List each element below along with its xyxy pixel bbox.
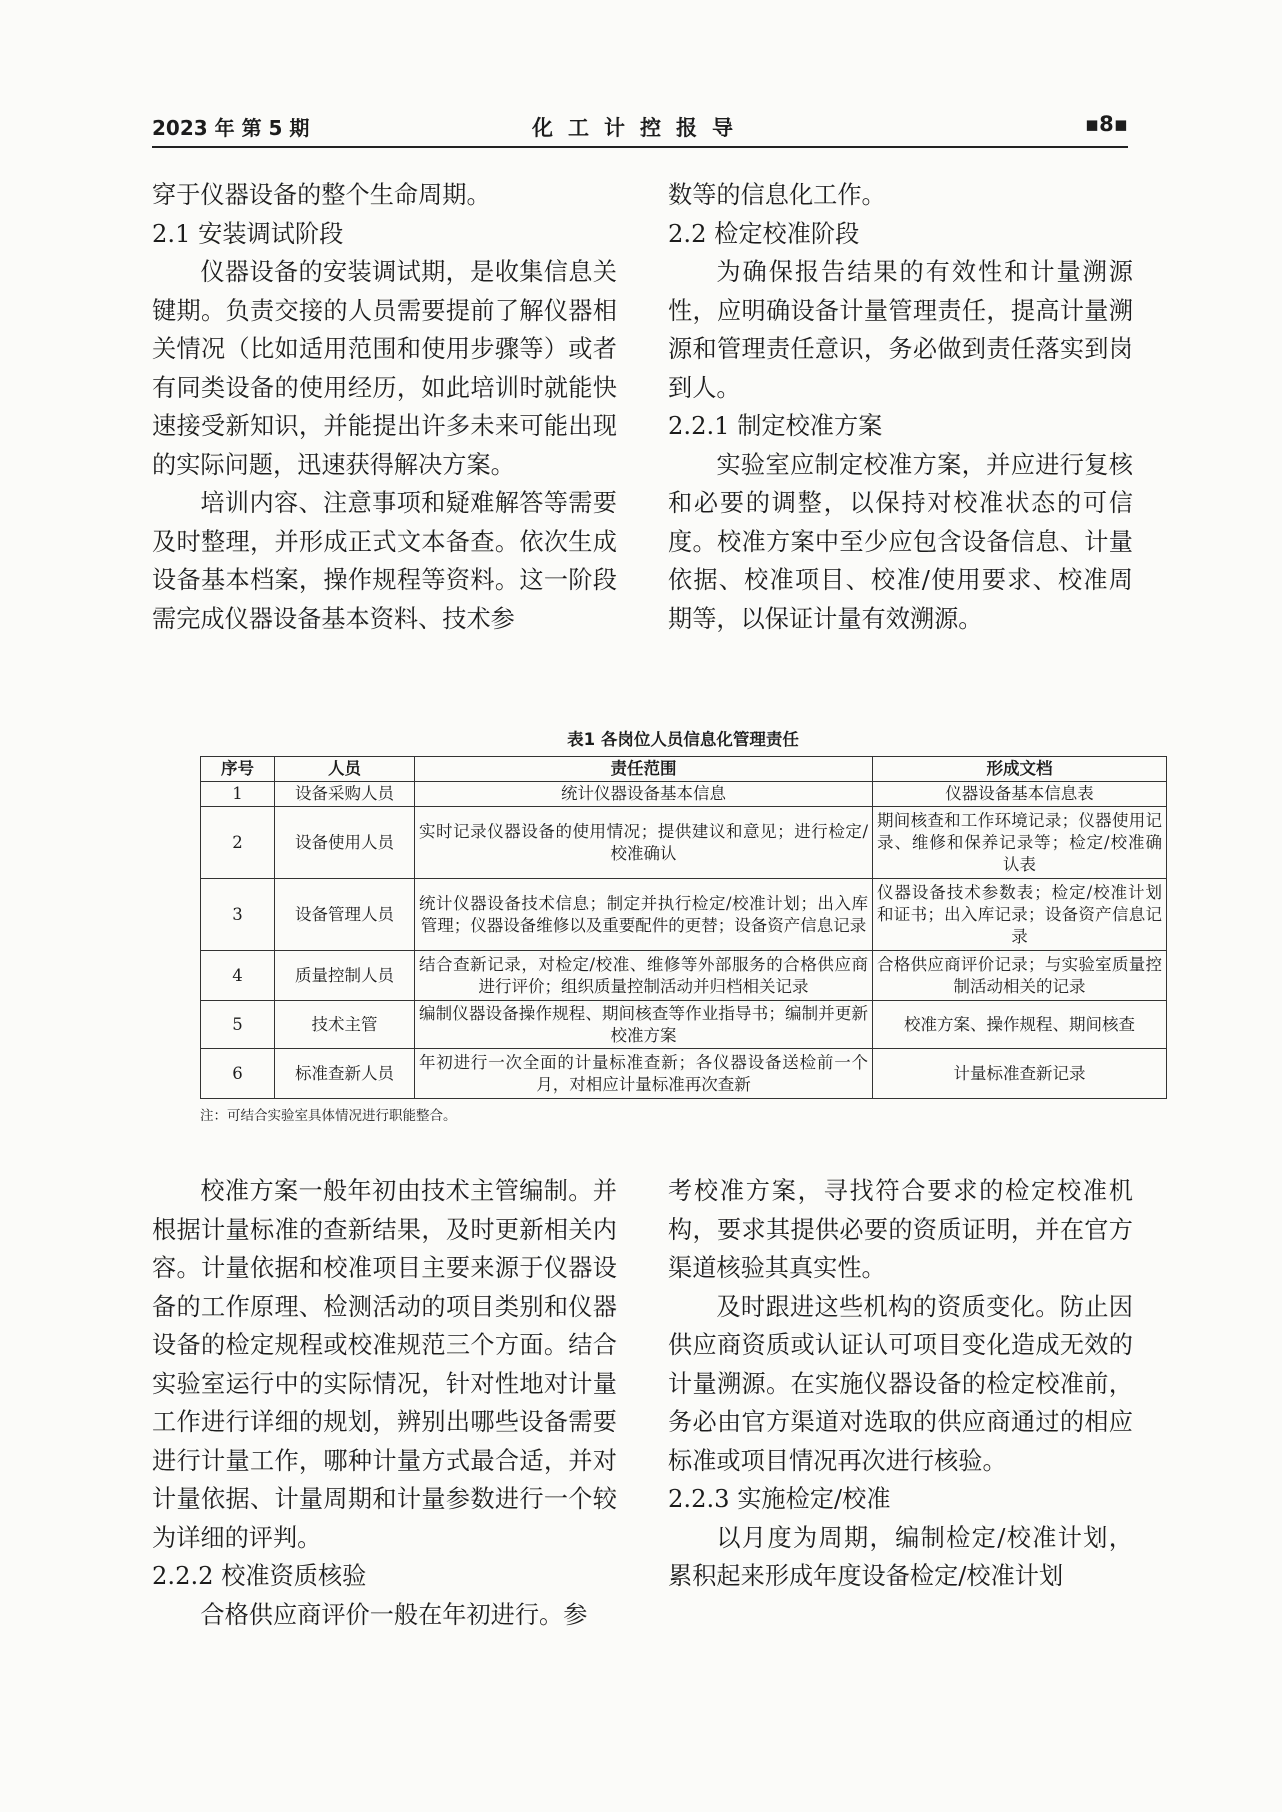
table-row <box>201 879 1167 951</box>
page-number: ▪8▪ <box>1084 112 1128 136</box>
paragraph: 合格供应商评价一般在年初进行。参 <box>200 1600 588 1629</box>
cell-person: 标准查新人员 <box>275 1049 415 1099</box>
paragraph: 校准方案一般年初由技术主管编制。并根据计量标准的查新结果，及时更新相关内容。计量依据和校准项目主要来源于仪器设备的工作原理、检测活动的项目类别和仪器设备的检定规程或校准规范三个方面。结合实验室运行中的实际情况，针对性地对计量工作进行详细的规划，辨别出哪些设备需要进行计量工作，哪种计量方式最合适，并对计量依据、计量周期和计量参数进行一个较为详细的评判。 <box>152 1177 617 1552</box>
section-heading: 2.2.1 制定校准方案 <box>668 412 883 440</box>
paragraph: 为确保报告结果的有效性和计量溯源性，应明确设备计量管理责任，提高计量溯源和管理责任意识，务必做到责任落实到岗到人。 <box>668 258 1133 402</box>
cell-person: 设备使用人员 <box>275 807 415 879</box>
cell-doc: 计量标准查新记录 <box>873 1049 1167 1099</box>
cell-no: 5 <box>201 1001 275 1049</box>
table-header-row <box>201 757 1167 782</box>
table-title: 表1 各岗位人员信息化管理责任 <box>567 730 799 749</box>
text-column-bottom-right <box>668 1172 1133 1596</box>
text-column-bottom-left <box>152 1172 617 1634</box>
cell-no: 4 <box>201 951 275 1001</box>
text-column-top-left <box>152 176 617 638</box>
cell-doc: 仪器设备基本信息表 <box>873 782 1167 807</box>
cell-scope: 结合查新记录，对检定/校准、维修等外部服务的合格供应商进行评价；组织质量控制活动并归档相关记录 <box>415 951 873 1001</box>
header-person: 人员 <box>275 757 415 782</box>
cell-no: 2 <box>201 807 275 879</box>
cell-person: 设备采购人员 <box>275 782 415 807</box>
header-no: 序号 <box>201 757 275 782</box>
cell-no: 1 <box>201 782 275 807</box>
cell-doc: 合格供应商评价记录；与实验室质量控制活动相关的记录 <box>873 951 1167 1001</box>
journal-name: 化工计控报导 <box>532 116 748 140</box>
page-header <box>152 106 1128 148</box>
table-row <box>201 1001 1167 1049</box>
table-row <box>201 807 1167 879</box>
table-row <box>201 782 1167 807</box>
paragraph-continued: 穿于仪器设备的整个生命周期。 <box>152 181 491 209</box>
paragraph: 仪器设备的安装调试期，是收集信息关键期。负责交接的人员需要提前了解仪器相关情况（比如适用范围和使用步骤等）或者有同类设备的使用经历，如此培训时就能快速接受新知识，并能提出许多未来可能出现的实际问题，迅速获得解决方案。 <box>152 258 617 479</box>
cell-scope: 统计仪器设备技术信息；制定并执行检定/校准计划；出入库管理；仪器设备维修以及重要配件的更替；设备资产信息记录 <box>415 879 873 951</box>
section-heading: 2.2 检定校准阶段 <box>668 219 860 248</box>
section-heading: 2.2.2 校准资质核验 <box>152 1562 367 1590</box>
section-heading: 2.2.3 实施检定/校准 <box>668 1485 891 1513</box>
text-column-top-right <box>668 176 1133 638</box>
cell-scope: 年初进行一次全面的计量标准查新；各仪器设备送检前一个月，对相应计量标准再次查新 <box>415 1049 873 1099</box>
paragraph-continued: 考校准方案，寻找符合要求的检定校准机构，要求其提供必要的资质证明，并在官方渠道核验其真实性。 <box>668 1177 1133 1282</box>
table-row <box>201 951 1167 1001</box>
paragraph: 以月度为周期，编制检定/校准计划，累积起来形成年度设备检定/校准计划 <box>668 1523 1133 1590</box>
cell-person: 质量控制人员 <box>275 951 415 1001</box>
cell-no: 6 <box>201 1049 275 1099</box>
paragraph: 及时跟进这些机构的资质变化。防止因供应商资质或认证认可项目变化造成无效的计量溯源。在实施仪器设备的检定校准前，务必由官方渠道对选取的供应商通过的相应标准或项目情况再次进行核验。 <box>668 1292 1133 1475</box>
paragraph: 培训内容、注意事项和疑难解答等需要及时整理，并形成正式文本备查。依次生成设备基本档案，操作规程等资料。这一阶段需完成仪器设备基本资料、技术参 <box>152 489 617 633</box>
journal-issue: 2023 年 第 5 期 <box>152 116 310 140</box>
cell-no: 3 <box>201 879 275 951</box>
responsibility-table <box>200 756 1167 1099</box>
cell-person: 设备管理人员 <box>275 879 415 951</box>
section-heading: 2.1 安装调试阶段 <box>152 219 344 248</box>
cell-doc: 仪器设备技术参数表；检定/校准计划和证书；出入库记录；设备资产信息记录 <box>873 879 1167 951</box>
cell-scope: 实时记录仪器设备的使用情况；提供建议和意见；进行检定/校准确认 <box>415 807 873 879</box>
cell-doc: 期间核查和工作环境记录；仪器使用记录、维修和保养记录等；检定/校准确认表 <box>873 807 1167 879</box>
header-doc: 形成文档 <box>873 757 1167 782</box>
responsibility-table-block <box>200 726 1166 1124</box>
header-scope: 责任范围 <box>415 757 873 782</box>
cell-scope: 编制仪器设备操作规程、期间核查等作业指导书；编制并更新校准方案 <box>415 1001 873 1049</box>
table-note: 注：可结合实验室具体情况进行职能整合。 <box>200 1108 457 1124</box>
paragraph: 实验室应制定校准方案，并应进行复核和必要的调整，以保持对校准状态的可信度。校准方案中至少应包含设备信息、计量依据、校准项目、校准/使用要求、校准周期等，以保证计量有效溯源。 <box>668 450 1133 633</box>
cell-person: 技术主管 <box>275 1001 415 1049</box>
table-row <box>201 1049 1167 1099</box>
cell-scope: 统计仪器设备基本信息 <box>415 782 873 807</box>
cell-doc: 校准方案、操作规程、期间核查 <box>873 1001 1167 1049</box>
paragraph-continued: 数等的信息化工作。 <box>668 181 886 209</box>
